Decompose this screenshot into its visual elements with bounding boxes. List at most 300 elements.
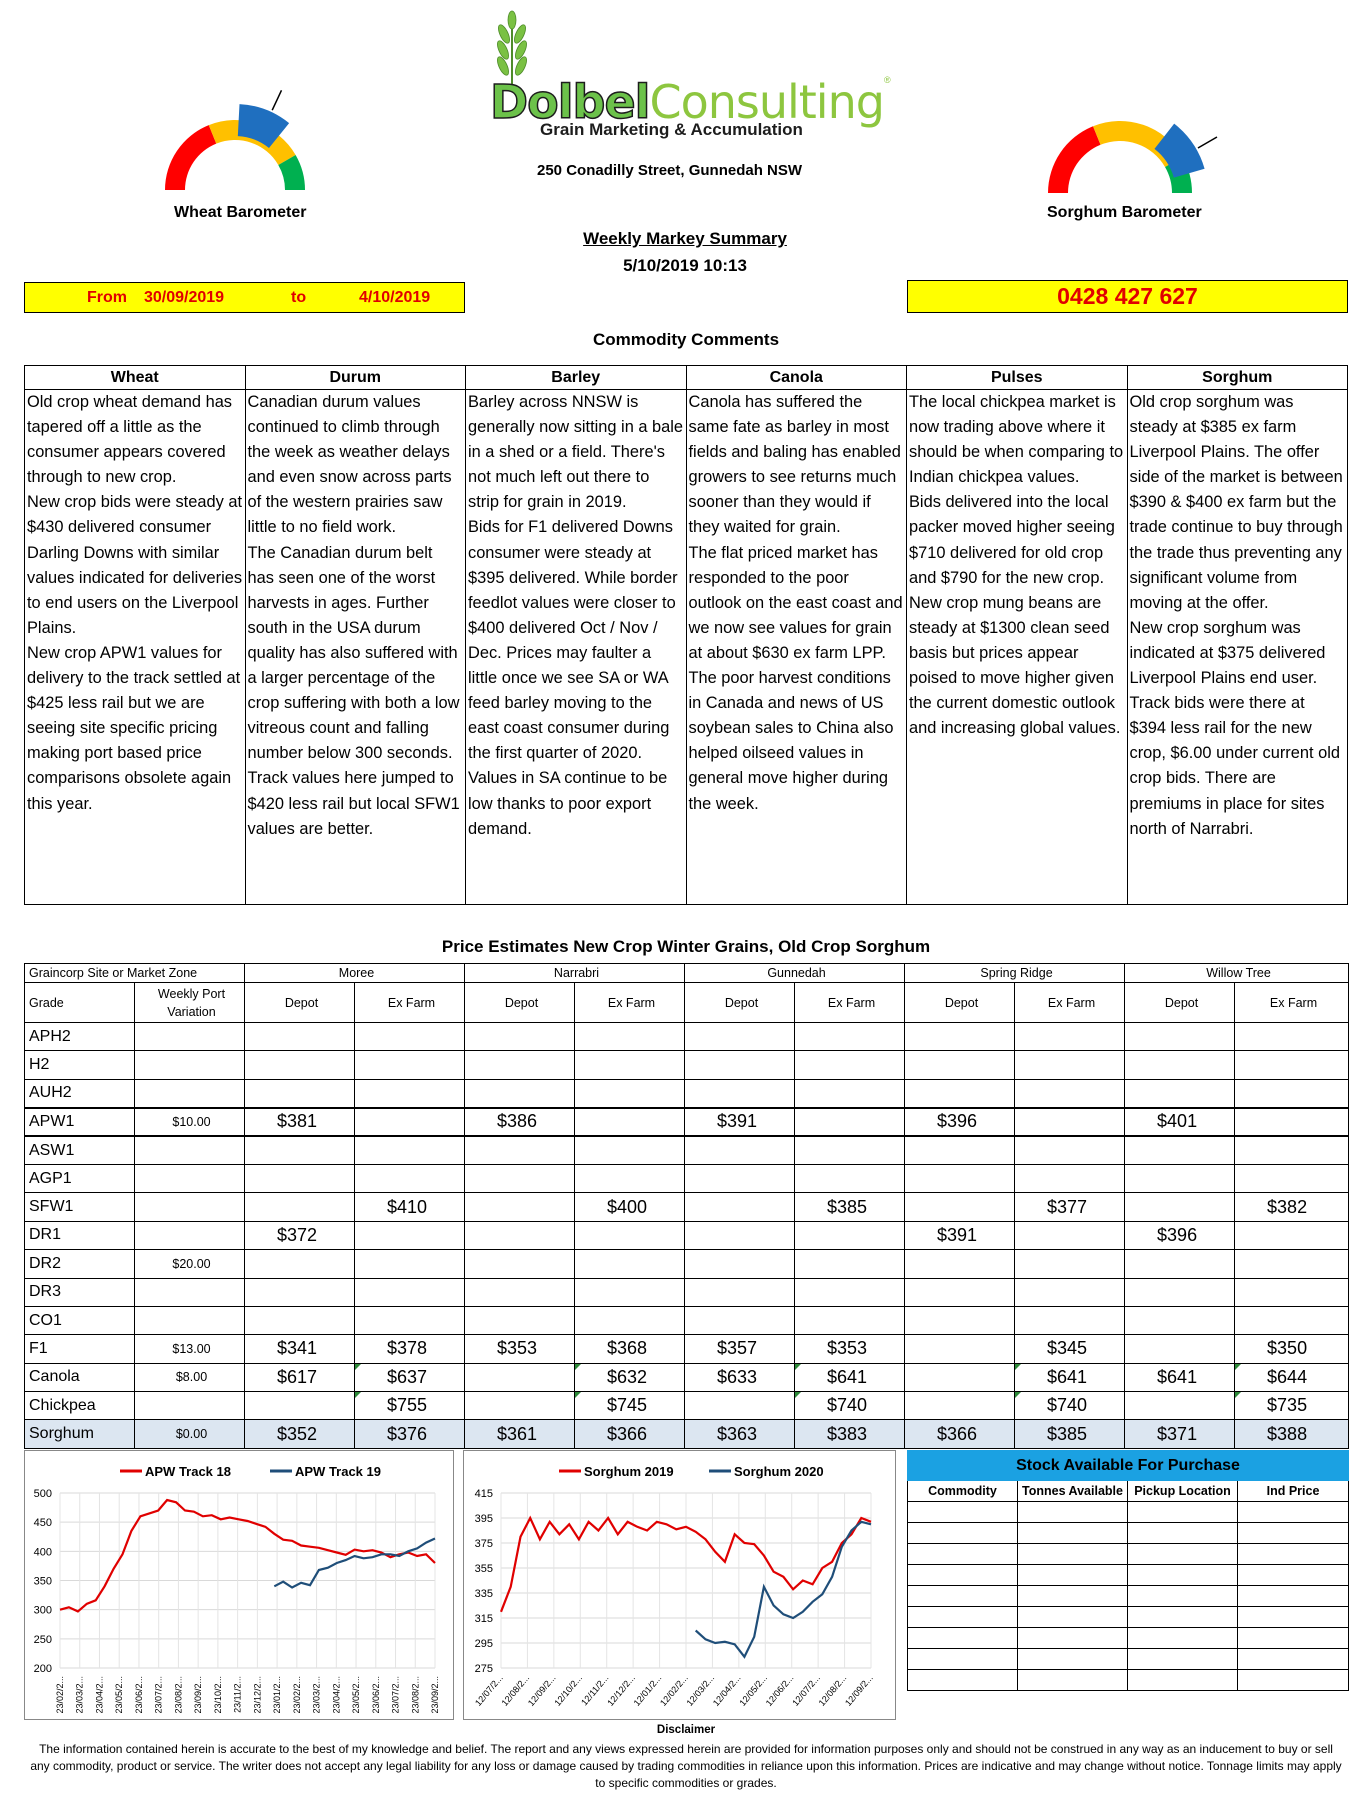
x-tick-label: 23/03/2... <box>74 1676 85 1714</box>
price-row-chickpea <box>25 1392 1349 1420</box>
comment-barley: Barley across NNSW is generally now sitting in a bale in a shed or a field. There's not much left out there to strip for grain in 2019. Bids for F1 delivered Downs consumer were steady at $395 delivered. While border feedlot values were closer to $400 delivered Oct / Nov / Dec. Prices may faulter a little once we see SA or WA feed barley moving to the east coast consumer during the first quarter of 2020. Values in SA continue to be low thanks to poor export demand. <box>466 390 687 905</box>
x-tick-label: 12/07/2... <box>473 1672 505 1708</box>
port-variation-cell <box>135 1306 245 1334</box>
depot-price-cell: $401 <box>1125 1108 1235 1136</box>
stock-cell[interactable] <box>908 1544 1018 1565</box>
exfarm-header: Ex Farm <box>355 983 465 1023</box>
port-variation-cell: $10.00 <box>135 1108 245 1136</box>
exfarm-price-cell <box>355 1221 465 1249</box>
x-tick-label: 23/07/2... <box>390 1676 401 1714</box>
depot-price-cell <box>245 1306 355 1334</box>
y-tick-label: 450 <box>33 1517 52 1530</box>
depot-price-cell: $396 <box>905 1108 1015 1136</box>
stock-cell[interactable] <box>908 1649 1018 1670</box>
grade-header: Grade <box>25 983 135 1023</box>
stock-cell[interactable] <box>1128 1565 1238 1586</box>
depot-price-cell <box>1125 1193 1235 1221</box>
stock-available-table <box>907 1450 1349 1691</box>
sorghum-barometer-gauge <box>1030 88 1230 200</box>
depot-header: Depot <box>465 983 575 1023</box>
exfarm-price-cell <box>575 1136 685 1164</box>
x-tick-label: 23/02/2... <box>291 1676 302 1714</box>
address: 250 Conadilly Street, Gunnedah NSW <box>537 162 803 179</box>
exfarm-price-cell: $353 <box>795 1335 905 1363</box>
depot-header: Depot <box>685 983 795 1023</box>
grade-cell: ASW1 <box>25 1136 135 1164</box>
stock-heading: Stock Available For Purchase <box>908 1451 1349 1481</box>
stock-cell[interactable] <box>1238 1649 1349 1670</box>
phone-number: 0428 427 627 <box>907 280 1348 313</box>
logo-tagline: Grain Marketing & Accumulation <box>540 120 803 139</box>
exfarm-price-cell <box>795 1306 905 1334</box>
exfarm-price-cell <box>575 1278 685 1306</box>
stock-cell[interactable] <box>1238 1544 1349 1565</box>
stock-cell[interactable] <box>1128 1628 1238 1649</box>
price-row-dr3 <box>25 1278 1349 1306</box>
exfarm-price-cell <box>795 1250 905 1278</box>
exfarm-price-cell <box>355 1051 465 1079</box>
comment-header-barley: Barley <box>466 366 687 390</box>
x-tick-label: 12/10/2... <box>552 1672 585 1708</box>
exfarm-price-cell: $641 <box>795 1363 905 1391</box>
depot-price-cell: $371 <box>1125 1420 1235 1448</box>
depot-price-cell <box>1125 1250 1235 1278</box>
depot-price-cell: $617 <box>245 1363 355 1391</box>
port-variation-cell <box>135 1392 245 1420</box>
depot-price-cell <box>465 1250 575 1278</box>
exfarm-price-cell <box>795 1051 905 1079</box>
price-row-sfw1 <box>25 1193 1349 1221</box>
grade-cell: F1 <box>25 1335 135 1363</box>
y-tick-label: 500 <box>33 1488 52 1500</box>
depot-price-cell <box>905 1392 1015 1420</box>
grade-cell: AGP1 <box>25 1164 135 1192</box>
depot-price-cell: $386 <box>465 1108 575 1136</box>
exfarm-price-cell: $745 <box>575 1392 685 1420</box>
depot-price-cell <box>685 1164 795 1192</box>
stock-cell[interactable] <box>1018 1649 1128 1670</box>
depot-price-cell: $363 <box>685 1420 795 1448</box>
exfarm-price-cell <box>795 1108 905 1136</box>
site-moree: Moree <box>245 964 465 983</box>
exfarm-header: Ex Farm <box>1235 983 1349 1023</box>
depot-price-cell: $372 <box>245 1221 355 1249</box>
exfarm-price-cell <box>1235 1278 1349 1306</box>
exfarm-price-cell: $740 <box>795 1392 905 1420</box>
stock-cell[interactable] <box>1238 1502 1349 1523</box>
depot-price-cell <box>465 1051 575 1079</box>
grade-cell: SFW1 <box>25 1193 135 1221</box>
sorghum-barometer-label: Sorghum Barometer <box>1047 204 1202 221</box>
comment-durum: Canadian durum values continued to climb through the week as weather delays and even snow across parts of the western prairies saw little to no field work. The Canadian durum belt has seen one of the worst harvests in ages. Further south in the USA durum quality has also suffered with a larger percentage of the crop suffering with both a low vitreous count and falling number below 300 seconds. Track values here jumped to $420 less rail but local SFW1 values are better. <box>245 390 466 905</box>
depot-price-cell <box>685 1306 795 1334</box>
company-logo: DolbelConsulting® <box>490 75 891 129</box>
port-variation-cell <box>135 1136 245 1164</box>
report-datetime: 5/10/2019 10:13 <box>623 256 747 275</box>
depot-price-cell <box>245 1193 355 1221</box>
depot-price-cell <box>465 1136 575 1164</box>
exfarm-price-cell <box>1235 1136 1349 1164</box>
price-row-apw1 <box>25 1108 1349 1136</box>
x-tick-label: 23/12/2... <box>252 1676 263 1714</box>
x-tick-label: 23/06/2... <box>370 1676 381 1714</box>
exfarm-price-cell: $388 <box>1235 1420 1349 1448</box>
price-row-auh2 <box>25 1079 1349 1107</box>
port-variation-cell <box>135 1023 245 1051</box>
exfarm-price-cell <box>1235 1079 1349 1107</box>
stock-row <box>908 1628 1349 1649</box>
exfarm-price-cell <box>575 1306 685 1334</box>
exfarm-price-cell <box>1235 1250 1349 1278</box>
depot-price-cell <box>245 1164 355 1192</box>
x-tick-label: 12/07/2... <box>790 1672 822 1708</box>
price-row-canola <box>25 1363 1349 1391</box>
depot-price-cell <box>465 1306 575 1334</box>
x-tick-label: 23/02/2... <box>55 1676 65 1714</box>
stock-cell[interactable] <box>908 1628 1018 1649</box>
depot-price-cell: $353 <box>465 1335 575 1363</box>
y-tick-label: 350 <box>33 1575 52 1588</box>
exfarm-price-cell: $377 <box>1015 1193 1125 1221</box>
stock-cell[interactable] <box>1018 1628 1128 1649</box>
y-tick-label: 200 <box>33 1663 52 1675</box>
exfarm-price-cell <box>1015 1221 1125 1249</box>
depot-price-cell <box>1125 1023 1235 1051</box>
port-variation-cell <box>135 1051 245 1079</box>
depot-price-cell <box>245 1079 355 1107</box>
comment-header-sorghum: Sorghum <box>1127 366 1348 390</box>
stock-cell[interactable] <box>1128 1523 1238 1544</box>
x-tick-label: 23/06/2... <box>133 1676 144 1714</box>
y-tick-label: 315 <box>474 1613 493 1625</box>
depot-price-cell <box>685 1193 795 1221</box>
stock-cell[interactable] <box>1128 1586 1238 1607</box>
stock-cell[interactable] <box>908 1586 1018 1607</box>
depot-price-cell <box>905 1023 1015 1051</box>
grade-cell: Chickpea <box>25 1392 135 1420</box>
exfarm-price-cell: $378 <box>355 1335 465 1363</box>
comment-marker-icon <box>355 1392 361 1398</box>
depot-price-cell: $633 <box>685 1363 795 1391</box>
logo-dolbel-text: Dolbel <box>490 75 650 129</box>
grade-cell: APH2 <box>25 1023 135 1051</box>
depot-price-cell <box>465 1193 575 1221</box>
stock-cell[interactable] <box>1018 1670 1128 1691</box>
stock-cell[interactable] <box>1128 1649 1238 1670</box>
exfarm-price-cell <box>1235 1221 1349 1249</box>
stock-row <box>908 1523 1349 1544</box>
y-tick-label: 400 <box>33 1546 52 1559</box>
exfarm-price-cell: $410 <box>355 1193 465 1221</box>
stock-col-tonnes: Tonnes Available <box>1018 1481 1128 1502</box>
comment-marker-icon <box>795 1364 801 1370</box>
port-variation-cell <box>135 1164 245 1192</box>
exfarm-price-cell <box>1235 1306 1349 1334</box>
depot-price-cell <box>905 1278 1015 1306</box>
stock-cell[interactable] <box>1128 1502 1238 1523</box>
exfarm-price-cell <box>795 1278 905 1306</box>
x-tick-label: 12/12/2... <box>605 1672 637 1708</box>
x-tick-label: 23/08/2... <box>173 1676 184 1714</box>
port-variation-cell: $13.00 <box>135 1335 245 1363</box>
depot-price-cell <box>685 1250 795 1278</box>
comment-marker-icon <box>1015 1364 1021 1370</box>
y-tick-label: 295 <box>474 1638 493 1650</box>
depot-price-cell <box>465 1392 575 1420</box>
grade-cell: H2 <box>25 1051 135 1079</box>
depot-price-cell: $361 <box>465 1420 575 1448</box>
site-zone-label: Graincorp Site or Market Zone <box>25 964 245 983</box>
exfarm-price-cell: $755 <box>355 1392 465 1420</box>
exfarm-price-cell <box>1015 1023 1125 1051</box>
comment-pulses: The local chickpea market is now trading above where it should be when comparing to Indian chickpea values. Bids delivered into the local packer moved higher seeing $710 delivered for old crop and $790 for the new crop. New crop mung beans are steady at $1300 clean seed basis but prices appear poised to move higher given the current domestic outlook and increasing global values. <box>907 390 1128 905</box>
x-tick-label: 23/03/2... <box>311 1676 322 1714</box>
stock-cell[interactable] <box>1018 1586 1128 1607</box>
depot-price-cell <box>465 1363 575 1391</box>
to-label: to <box>291 289 307 306</box>
exfarm-price-cell <box>355 1306 465 1334</box>
grade-cell: Canola <box>25 1363 135 1391</box>
depot-price-cell <box>905 1193 1015 1221</box>
stock-cell[interactable] <box>908 1670 1018 1691</box>
grade-cell: Sorghum <box>25 1420 135 1448</box>
x-tick-label: 12/08/2... <box>499 1672 532 1708</box>
port-variation-cell: $8.00 <box>135 1363 245 1391</box>
from-label: From <box>87 289 127 306</box>
exfarm-price-cell: $644 <box>1235 1363 1349 1391</box>
depot-price-cell <box>685 1136 795 1164</box>
depot-price-cell: $391 <box>685 1108 795 1136</box>
depot-price-cell <box>685 1221 795 1249</box>
legend-label: APW Track 18 <box>145 1464 231 1479</box>
comment-marker-icon <box>1235 1392 1241 1398</box>
exfarm-price-cell <box>355 1164 465 1192</box>
apw-track-chart-svg <box>25 1451 455 1721</box>
x-tick-label: 12/02/2... <box>658 1672 690 1708</box>
exfarm-price-cell: $350 <box>1235 1335 1349 1363</box>
price-estimates-table <box>24 963 1349 1449</box>
grade-cell: DR2 <box>25 1250 135 1278</box>
exfarm-price-cell <box>355 1250 465 1278</box>
x-tick-label: 23/09/2... <box>430 1676 440 1714</box>
depot-price-cell: $357 <box>685 1335 795 1363</box>
sorghum-chart-svg <box>464 1451 897 1721</box>
exfarm-price-cell <box>795 1079 905 1107</box>
price-row-dr2 <box>25 1250 1349 1278</box>
depot-price-cell <box>245 1023 355 1051</box>
comment-marker-icon <box>1235 1364 1241 1370</box>
stock-cell[interactable] <box>1238 1670 1349 1691</box>
y-tick-label: 250 <box>33 1633 52 1646</box>
comment-marker-icon <box>575 1364 581 1370</box>
stock-row <box>908 1670 1349 1691</box>
page-title: Weekly Markey Summary <box>583 229 787 248</box>
exfarm-price-cell: $641 <box>1015 1363 1125 1391</box>
gauge-segment <box>1048 126 1101 193</box>
depot-price-cell <box>465 1023 575 1051</box>
port-variation-cell: $0.00 <box>135 1420 245 1448</box>
x-tick-label: 23/10/2... <box>212 1676 223 1714</box>
stock-cell[interactable] <box>1018 1502 1128 1523</box>
exfarm-price-cell <box>575 1108 685 1136</box>
stock-cell[interactable] <box>1018 1607 1128 1628</box>
depot-header: Depot <box>1125 983 1235 1023</box>
depot-price-cell <box>1125 1278 1235 1306</box>
depot-price-cell <box>905 1363 1015 1391</box>
gauge-needle <box>272 90 281 110</box>
exfarm-price-cell: $385 <box>1015 1420 1125 1448</box>
comment-header-durum: Durum <box>245 366 466 390</box>
price-row-dr1 <box>25 1221 1349 1249</box>
stock-row <box>908 1544 1349 1565</box>
grade-cell: APW1 <box>25 1108 135 1136</box>
port-variation-cell <box>135 1079 245 1107</box>
y-tick-label: 375 <box>474 1538 493 1550</box>
exfarm-price-cell <box>1235 1108 1349 1136</box>
stock-cell[interactable] <box>1018 1523 1128 1544</box>
exfarm-price-cell: $382 <box>1235 1193 1349 1221</box>
stock-cell[interactable] <box>1238 1565 1349 1586</box>
stock-cell[interactable] <box>908 1607 1018 1628</box>
x-tick-label: 23/04/2... <box>94 1676 105 1714</box>
depot-price-cell <box>1125 1136 1235 1164</box>
price-row-asw1 <box>25 1136 1349 1164</box>
x-tick-label: 23/04/2... <box>331 1676 342 1714</box>
stock-cell[interactable] <box>908 1523 1018 1544</box>
exfarm-price-cell <box>575 1250 685 1278</box>
depot-price-cell <box>685 1392 795 1420</box>
x-tick-label: 12/06/2... <box>763 1672 796 1708</box>
price-row-co1 <box>25 1306 1349 1334</box>
gauge-needle <box>1198 137 1217 148</box>
exfarm-price-cell: $345 <box>1015 1335 1125 1363</box>
x-tick-label: 12/03/2... <box>684 1672 717 1708</box>
x-tick-label: 23/09/2... <box>193 1676 204 1714</box>
x-tick-label: 12/11/2... <box>579 1672 611 1708</box>
exfarm-price-cell <box>1015 1079 1125 1107</box>
exfarm-header: Ex Farm <box>1015 983 1125 1023</box>
stock-col-price: Ind Price <box>1238 1481 1349 1502</box>
port-variation-cell <box>135 1278 245 1306</box>
stock-row <box>908 1607 1349 1628</box>
depot-price-cell <box>245 1136 355 1164</box>
stock-cell[interactable] <box>908 1565 1018 1586</box>
stock-cell[interactable] <box>1018 1544 1128 1565</box>
price-estimates-heading: Price Estimates New Crop Winter Grains, Old Crop Sorghum <box>441 937 931 956</box>
x-tick-label: 23/05/2... <box>114 1676 125 1714</box>
exfarm-price-cell <box>1015 1164 1125 1192</box>
x-tick-label: 12/08/2... <box>816 1672 849 1708</box>
comment-marker-icon <box>1015 1392 1021 1398</box>
apw-track-chart <box>24 1450 454 1720</box>
depot-price-cell <box>245 1250 355 1278</box>
exfarm-price-cell <box>355 1278 465 1306</box>
depot-price-cell: $366 <box>905 1420 1015 1448</box>
exfarm-price-cell <box>355 1079 465 1107</box>
stock-cell[interactable] <box>1128 1544 1238 1565</box>
exfarm-price-cell: $385 <box>795 1193 905 1221</box>
exfarm-price-cell <box>795 1136 905 1164</box>
stock-row <box>908 1565 1349 1586</box>
x-tick-label: 23/05/2... <box>351 1676 362 1714</box>
y-tick-label: 395 <box>474 1513 493 1525</box>
exfarm-header: Ex Farm <box>575 983 685 1023</box>
stock-cell[interactable] <box>1238 1628 1349 1649</box>
depot-price-cell: $341 <box>245 1335 355 1363</box>
exfarm-price-cell <box>1235 1023 1349 1051</box>
wheat-barometer-label: Wheat Barometer <box>174 204 307 221</box>
x-tick-label: 23/07/2... <box>153 1676 164 1714</box>
price-row-h2 <box>25 1051 1349 1079</box>
depot-price-cell <box>1125 1392 1235 1420</box>
stock-cell[interactable] <box>1238 1607 1349 1628</box>
depot-price-cell <box>245 1278 355 1306</box>
exfarm-price-cell <box>1015 1051 1125 1079</box>
exfarm-price-cell <box>1015 1278 1125 1306</box>
comment-sorghum: Old crop sorghum was steady at $385 ex farm Liverpool Plains. The offer side of the market is between $390 & $400 ex farm but the trade continue to buy through the trade thus preventing any significant volume from moving at the offer. New crop sorghum was indicated at $375 delivered Liverpool Plains end user. Track bids were there at $394 less rail for the new crop, $6.00 under current old crop bids. There are premiums in place for sites north of Narrabri. <box>1127 390 1348 905</box>
x-tick-label: 12/09/2... <box>525 1672 558 1708</box>
grade-cell: DR1 <box>25 1221 135 1249</box>
y-tick-label: 275 <box>474 1663 493 1675</box>
comment-marker-icon <box>795 1392 801 1398</box>
exfarm-price-cell <box>575 1023 685 1051</box>
logo-consulting-text: Consulting <box>649 75 884 129</box>
comment-canola: Canola has suffered the same fate as barley in most fields and baling has enabled growers to see returns much sooner than they would if they waited for grain. The flat priced market has responded to the poor outlook on the east coast and we now see values for grain at about $630 ex farm LPP. The poor harvest conditions in Canada and news of US soybean sales to China also helped oilseed values in general move higher during the week. <box>686 390 907 905</box>
weekly-port-variation-header: Weekly Port Variation <box>135 983 245 1023</box>
x-tick-label: 12/04/2... <box>710 1672 743 1708</box>
stock-cell[interactable] <box>1128 1670 1238 1691</box>
depot-header: Depot <box>905 983 1015 1023</box>
depot-price-cell <box>1125 1051 1235 1079</box>
disclaimer-heading: Disclaimer <box>656 1724 716 1736</box>
legend-label: Sorghum 2019 <box>584 1464 674 1479</box>
exfarm-price-cell <box>355 1108 465 1136</box>
y-tick-label: 355 <box>474 1563 493 1575</box>
stock-cell[interactable] <box>908 1502 1018 1523</box>
stock-cell[interactable] <box>1128 1607 1238 1628</box>
exfarm-price-cell <box>1235 1164 1349 1192</box>
depot-price-cell <box>905 1306 1015 1334</box>
wheat-barometer-gauge <box>150 78 330 200</box>
depot-price-cell <box>905 1164 1015 1192</box>
x-tick-label: 23/01/2... <box>272 1676 283 1714</box>
stock-cell[interactable] <box>1018 1565 1128 1586</box>
x-tick-label: 12/05/2... <box>737 1672 770 1708</box>
price-row-sorghum <box>25 1420 1349 1448</box>
depot-price-cell <box>1125 1164 1235 1192</box>
site-willow-tree: Willow Tree <box>1125 964 1349 983</box>
exfarm-price-cell <box>795 1164 905 1192</box>
grade-cell: CO1 <box>25 1306 135 1334</box>
comment-header-canola: Canola <box>686 366 907 390</box>
exfarm-price-cell: $366 <box>575 1420 685 1448</box>
to-date: 4/10/2019 <box>359 289 431 306</box>
exfarm-price-cell: $740 <box>1015 1392 1125 1420</box>
x-tick-label: 23/08/2... <box>410 1676 421 1714</box>
price-row-agp1 <box>25 1164 1349 1192</box>
port-variation-cell: $20.00 <box>135 1250 245 1278</box>
comment-marker-icon <box>575 1392 581 1398</box>
stock-cell[interactable] <box>1238 1586 1349 1607</box>
sorghum-chart <box>463 1450 896 1720</box>
stock-col-commodity: Commodity <box>908 1481 1018 1502</box>
stock-cell[interactable] <box>1238 1523 1349 1544</box>
exfarm-price-cell <box>1015 1306 1125 1334</box>
exfarm-price-cell: $383 <box>795 1420 905 1448</box>
site-gunnedah: Gunnedah <box>685 964 905 983</box>
exfarm-price-cell <box>1015 1250 1125 1278</box>
depot-price-cell <box>465 1164 575 1192</box>
